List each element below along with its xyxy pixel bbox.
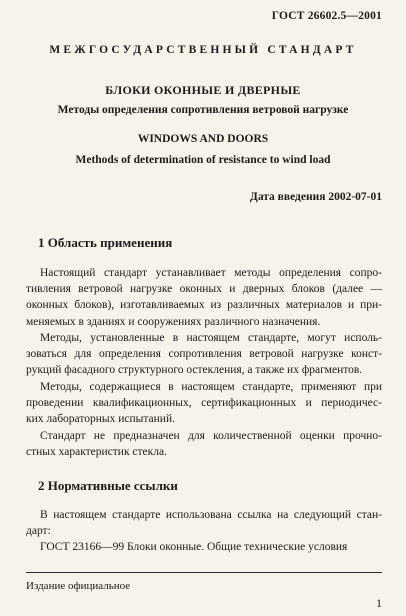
page-number: 1 xyxy=(376,596,382,610)
text-line: оконных блоков), изготавливаемых из различных материалов и при- xyxy=(26,299,382,312)
section-1-paragraph-3 xyxy=(26,379,382,428)
section-1-heading: 1 Область применения xyxy=(38,235,173,250)
introduction-date: Дата введения 2002-07-01 xyxy=(249,191,382,203)
text-line: зоваться для определения сопротивления ветровой нагрузке конст- xyxy=(26,348,382,361)
standard-number: ГОСТ 26602.5—2001 xyxy=(271,10,382,22)
subtitle-en: Methods of determination of resistance to wind load xyxy=(75,154,331,166)
text-line: ГОСТ 23166—99 Блоки оконные. Общие технические условия xyxy=(40,541,348,553)
section-2-heading: 2 Нормативные ссылки xyxy=(38,478,178,493)
interstate-standard-label: МЕЖГОСУДАРСТВЕННЫЙ СТАНДАРТ xyxy=(49,44,357,56)
text-line: Методы, содержащиеся в настоящем стандарте, применяют при xyxy=(40,381,382,393)
text-line: меняемых в зданиях и сооружениях различного назначения. xyxy=(26,315,321,328)
text-line: тивления ветровой нагрузке оконных и дверных блоков (далее — xyxy=(26,283,382,296)
text-line: В настоящем стандарте использована ссылка на следующий стан- xyxy=(40,509,382,521)
section-2-paragraph-1 xyxy=(26,507,382,539)
edition-label: Издание официальное xyxy=(26,580,131,592)
text-line: проведении квалификационных, сертификационных и периодичес- xyxy=(26,397,382,410)
text-line: стных характеристик стекла. xyxy=(26,446,167,459)
footer-divider xyxy=(26,572,382,573)
text-line: ких лабораторных испытаний. xyxy=(26,413,175,426)
section-1-paragraph-1 xyxy=(26,265,382,330)
subtitle-ru: Методы определения сопротивления ветровой нагрузке xyxy=(57,104,349,116)
text-line: рукций фасадного структурного остекления, а также их фрагментов. xyxy=(26,364,363,377)
section-1-paragraph-4 xyxy=(26,428,382,460)
section-2-paragraph-2 xyxy=(26,539,382,555)
text-line: Настоящий стандарт устанавливает методы определения сопро- xyxy=(40,267,382,279)
text-line: Методы, установленные в настоящем стандарте, могут исполь- xyxy=(40,332,382,344)
title-ru: БЛОКИ ОКОННЫЕ И ДВЕРНЫЕ xyxy=(105,83,301,97)
section-1-paragraph-2 xyxy=(26,330,382,379)
text-line: Стандарт не предназначен для количественной оценки прочно- xyxy=(40,430,382,442)
title-en: WINDOWS AND DOORS xyxy=(137,133,269,145)
text-line: дарт: xyxy=(26,525,51,538)
